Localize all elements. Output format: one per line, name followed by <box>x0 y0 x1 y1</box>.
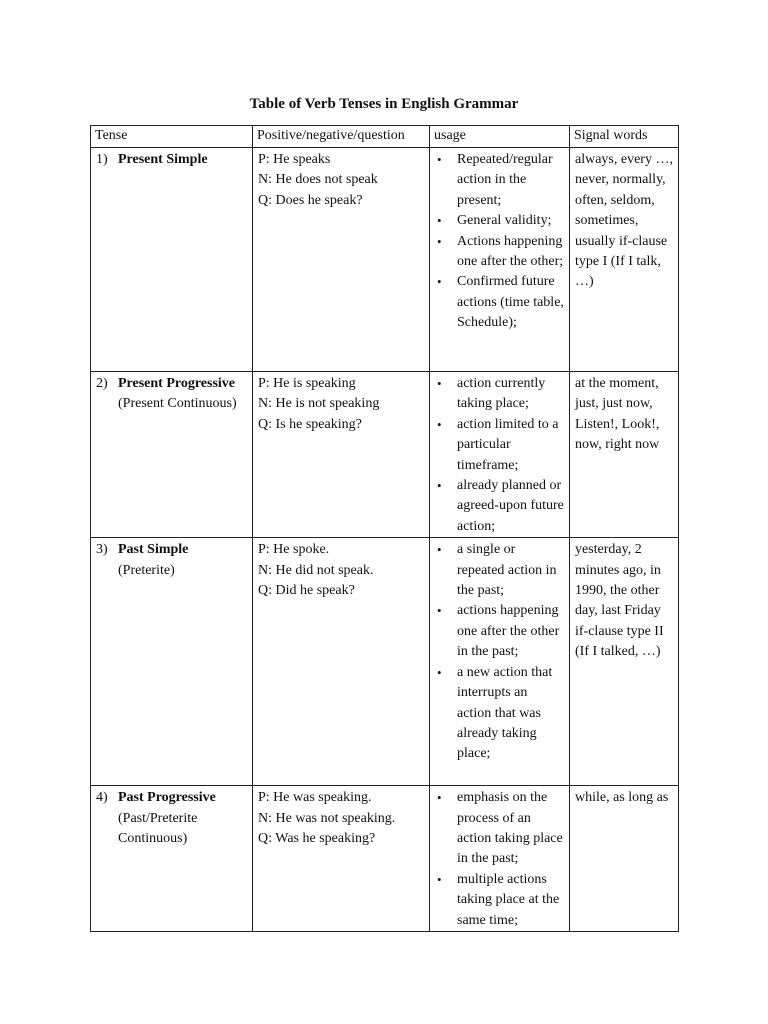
header-usage: usage <box>430 126 570 148</box>
verb-tenses-table <box>90 125 679 932</box>
signal-words: always, every …, never, normally, often, seldom, sometimes, usually if-clause type I (If I talk, …) <box>575 152 673 290</box>
usage-cell <box>430 538 570 786</box>
signal-words: yesterday, 2 minutes ago, in 1990, the other day, last Friday <box>575 542 661 619</box>
negative-form: N: He is not speaking <box>258 396 380 412</box>
usage-item: • Repeated/regular action in the present; <box>435 150 565 211</box>
forms-cell <box>253 786 430 932</box>
usage-cell <box>430 372 570 538</box>
question-form: Q: Was he speaking? <box>258 831 376 847</box>
positive-form: P: He speaks <box>258 152 331 167</box>
positive-form: P: He is speaking <box>258 376 356 391</box>
usage-list <box>435 374 565 537</box>
usage-item: • a single or repeated action in the past; <box>435 540 565 601</box>
question-form: Q: Does he speak? <box>258 192 363 208</box>
table-row <box>91 538 679 786</box>
header-forms: Positive/negative/question <box>253 126 430 148</box>
signal-words: at the moment, just, just now, Listen!, Look!, now, right now <box>575 376 660 453</box>
tense-alternate-name: (Present Continuous) <box>118 396 237 412</box>
usage-item: • Actions happening one after the other; <box>435 232 565 273</box>
signal-words-cell <box>570 786 679 932</box>
signal-words-extra: if-clause type II (If I talked, …) <box>575 623 664 660</box>
usage-cell <box>430 148 570 372</box>
tense-heading <box>96 374 248 394</box>
signal-words-cell <box>570 538 679 786</box>
tense-cell <box>91 372 253 538</box>
tense-number: 1) <box>96 152 108 167</box>
table-row <box>91 786 679 932</box>
tense-number: 2) <box>96 376 108 391</box>
usage-item: • action currently taking place; <box>435 374 565 415</box>
tense-number: 3) <box>96 542 108 558</box>
tense-cell <box>91 148 253 372</box>
header-tense: Tense <box>91 126 253 148</box>
tense-heading <box>96 540 248 560</box>
usage-item: • a new action that interrupts an action that was already taking place; <box>435 663 565 765</box>
tense-name: Past Progressive <box>118 790 216 806</box>
tense-number: 4) <box>96 790 108 806</box>
tense-name: Present Simple <box>118 152 208 167</box>
negative-form: N: He does not speak <box>258 172 378 188</box>
usage-item: • General validity; <box>435 211 565 231</box>
signal-words-cell <box>570 372 679 538</box>
usage-list <box>435 788 565 931</box>
negative-form: N: He did not speak. <box>258 562 374 578</box>
tense-alternate-name: (Preterite) <box>118 562 175 578</box>
tense-cell <box>91 538 253 786</box>
tense-cell <box>91 786 253 932</box>
signal-words-cell <box>570 148 679 372</box>
question-form: Q: Is he speaking? <box>258 416 362 432</box>
table-header-row <box>91 126 679 148</box>
usage-item: • multiple actions taking place at the same time; <box>435 870 565 931</box>
negative-form: N: He was not speaking. <box>258 810 396 826</box>
signal-words: while, as long as <box>575 790 669 806</box>
tense-alternate-name: (Past/Preterite Continuous) <box>118 810 198 847</box>
usage-cell <box>430 786 570 932</box>
forms-cell <box>253 538 430 786</box>
usage-list <box>435 540 565 764</box>
tense-heading <box>96 788 248 808</box>
document-title: Table of Verb Tenses in English Grammar <box>249 96 519 112</box>
question-form: Q: Did he speak? <box>258 583 355 599</box>
forms-cell <box>253 148 430 372</box>
forms-cell <box>253 372 430 538</box>
usage-item: • action limited to a particular timeframe; <box>435 415 565 476</box>
usage-list <box>435 150 565 334</box>
usage-item: • Confirmed future actions (time table, Schedule); <box>435 272 565 333</box>
table-row <box>91 372 679 538</box>
tense-name: Present Progressive <box>118 376 236 391</box>
tense-name: Past Simple <box>118 542 189 558</box>
positive-form: P: He spoke. <box>258 542 330 558</box>
usage-item: • emphasis on the process of an action taking place in the past; <box>435 788 565 870</box>
positive-form: P: He was speaking. <box>258 790 372 806</box>
tense-heading <box>96 150 248 170</box>
usage-item: • actions happening one after the other in the past; <box>435 601 565 662</box>
header-signal-words: Signal words <box>570 126 679 148</box>
table-row <box>91 148 679 372</box>
usage-item: • already planned or agreed-upon future action; <box>435 476 565 537</box>
